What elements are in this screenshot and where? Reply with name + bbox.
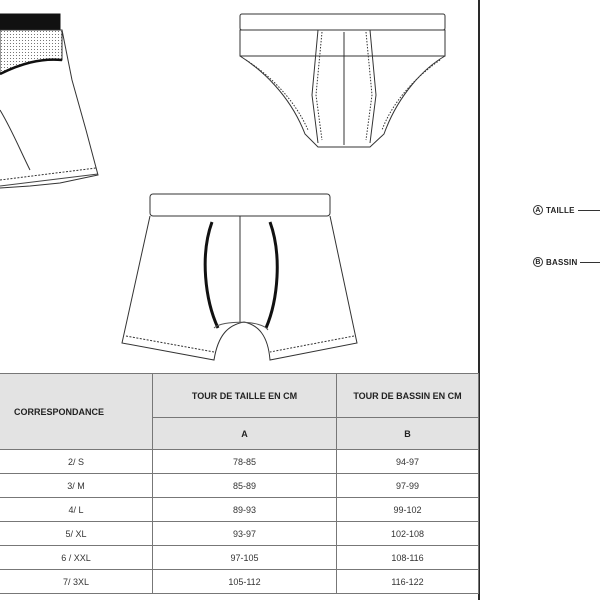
hip-cell: 102-108 bbox=[337, 522, 479, 546]
waist-header: TOUR DE TAILLE EN CM bbox=[153, 374, 337, 418]
brief-illustration bbox=[240, 14, 445, 147]
hip-cell: 94-97 bbox=[337, 450, 479, 474]
waist-letter-header: A bbox=[153, 418, 337, 450]
waist-cell: 85-89 bbox=[153, 474, 337, 498]
hip-cell: 116-122 bbox=[337, 570, 479, 594]
size-cell: 7/ 3XL bbox=[0, 570, 153, 594]
legend-taille bbox=[533, 205, 600, 215]
table-row bbox=[0, 474, 479, 498]
long-boxer-illustration bbox=[0, 14, 98, 188]
hip-letter-header: B bbox=[337, 418, 479, 450]
legend-b-circle: B bbox=[533, 257, 543, 267]
legend-taille-label: TAILLE bbox=[546, 205, 575, 215]
legend-bassin-line bbox=[580, 262, 600, 263]
legend-bassin-label: BASSIN bbox=[546, 257, 578, 267]
legend-a-circle: A bbox=[533, 205, 543, 215]
size-cell: 5/ XL bbox=[0, 522, 153, 546]
legend-taille-line bbox=[578, 210, 600, 211]
table-row bbox=[0, 522, 479, 546]
size-cell: 3/ M bbox=[0, 474, 153, 498]
hip-cell: 108-116 bbox=[337, 546, 479, 570]
boxer-illustration bbox=[122, 194, 357, 360]
size-table bbox=[0, 373, 479, 594]
size-cell: 2/ S bbox=[0, 450, 153, 474]
waist-cell: 97-105 bbox=[153, 546, 337, 570]
garment-illustrations bbox=[0, 0, 478, 373]
table-row bbox=[0, 546, 479, 570]
size-cell: 4/ L bbox=[0, 498, 153, 522]
waist-cell: 89-93 bbox=[153, 498, 337, 522]
waist-cell: 78-85 bbox=[153, 450, 337, 474]
hip-header: TOUR DE BASSIN EN CM bbox=[337, 374, 479, 418]
table-row bbox=[0, 498, 479, 522]
hip-cell: 99-102 bbox=[337, 498, 479, 522]
table-row bbox=[0, 570, 479, 594]
waist-cell: 93-97 bbox=[153, 522, 337, 546]
hip-cell: 97-99 bbox=[337, 474, 479, 498]
size-cell: 6 / XXL bbox=[0, 546, 153, 570]
correspondance-header: CORRESPONDANCE bbox=[0, 374, 153, 450]
table-row bbox=[0, 450, 479, 474]
waist-cell: 105-112 bbox=[153, 570, 337, 594]
legend-bassin bbox=[533, 257, 600, 267]
